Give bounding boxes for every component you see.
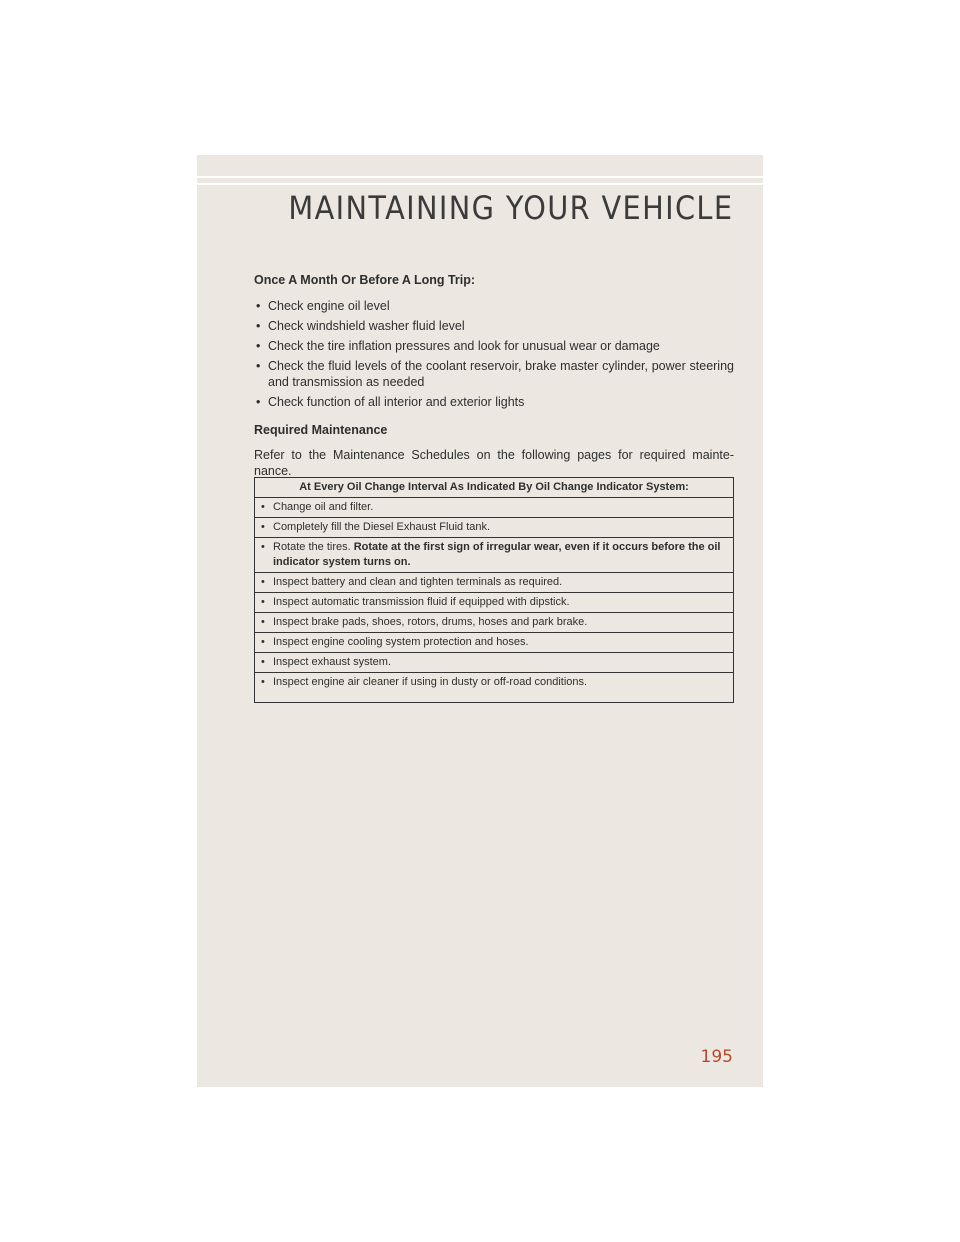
header-rule-bottom xyxy=(197,183,763,185)
table-row: • Inspect brake pads, shoes, rotors, drums, hoses and park brake. xyxy=(255,613,734,633)
bullet-icon: • xyxy=(256,359,261,373)
table-row: • Inspect battery and clean and tighten terminals as required. xyxy=(255,573,734,593)
page-number: 195 xyxy=(700,1047,733,1067)
required-heading: Required Maintenance xyxy=(254,423,388,437)
rotate-prefix: Rotate the tires. xyxy=(273,541,351,553)
section-title: MAINTAINING YOUR VEHICLE xyxy=(288,189,733,227)
list-item: • Check the fluid levels of the coolant reservoir, brake master cylinder, power steering and transmission as needed xyxy=(256,359,734,389)
table-row: • Change oil and filter. xyxy=(255,498,734,518)
bullet-icon: • xyxy=(261,576,265,588)
manual-page xyxy=(197,155,763,1087)
bullet-icon: • xyxy=(261,656,265,668)
bullet-icon: • xyxy=(261,521,265,533)
list-item: • Check windshield washer fluid level xyxy=(256,319,465,333)
bullet-icon: • xyxy=(256,299,261,313)
rotate-warning-continued: indicator system turns on. xyxy=(273,556,411,568)
list-item: • Check the tire inflation pressures and look for unusual wear or damage xyxy=(256,339,660,353)
bullet-icon: • xyxy=(261,501,265,513)
table-row xyxy=(255,538,734,573)
list-item: • Check engine oil level xyxy=(256,299,390,313)
monthly-heading: Once A Month Or Before A Long Trip: xyxy=(254,273,476,287)
bullet-icon: • xyxy=(261,596,265,608)
rotate-warning: Rotate at the first sign of irregular wear, even if it occurs before the oil xyxy=(353,541,721,553)
list-item: • Check function of all interior and exterior lights xyxy=(256,395,525,409)
required-intro: Refer to the Maintenance Schedules on the following pages for required mainte-nance. xyxy=(254,448,734,478)
bullet-icon: • xyxy=(256,319,261,333)
main-content xyxy=(254,272,734,485)
table-row: • Inspect engine cooling system protection and hoses. xyxy=(255,633,734,653)
monthly-checklist xyxy=(254,298,734,410)
bullet-icon: • xyxy=(261,636,265,648)
bullet-icon: • xyxy=(261,541,265,553)
table-header: At Every Oil Change Interval As Indicated By Oil Change Indicator System: xyxy=(255,478,734,498)
bullet-icon: • xyxy=(261,616,265,628)
header-rule-top xyxy=(197,176,763,178)
bullet-icon: • xyxy=(256,339,261,353)
oil-change-schedule-table xyxy=(254,477,734,703)
table-row: • Completely fill the Diesel Exhaust Fluid tank. xyxy=(255,518,734,538)
table-row: • Inspect engine air cleaner if using in dusty or off-road conditions. xyxy=(255,673,734,703)
table-row: • Inspect automatic transmission fluid if equipped with dipstick. xyxy=(255,593,734,613)
bullet-icon: • xyxy=(256,395,261,409)
table-row: • Inspect exhaust system. xyxy=(255,653,734,673)
bullet-icon: • xyxy=(261,676,265,688)
